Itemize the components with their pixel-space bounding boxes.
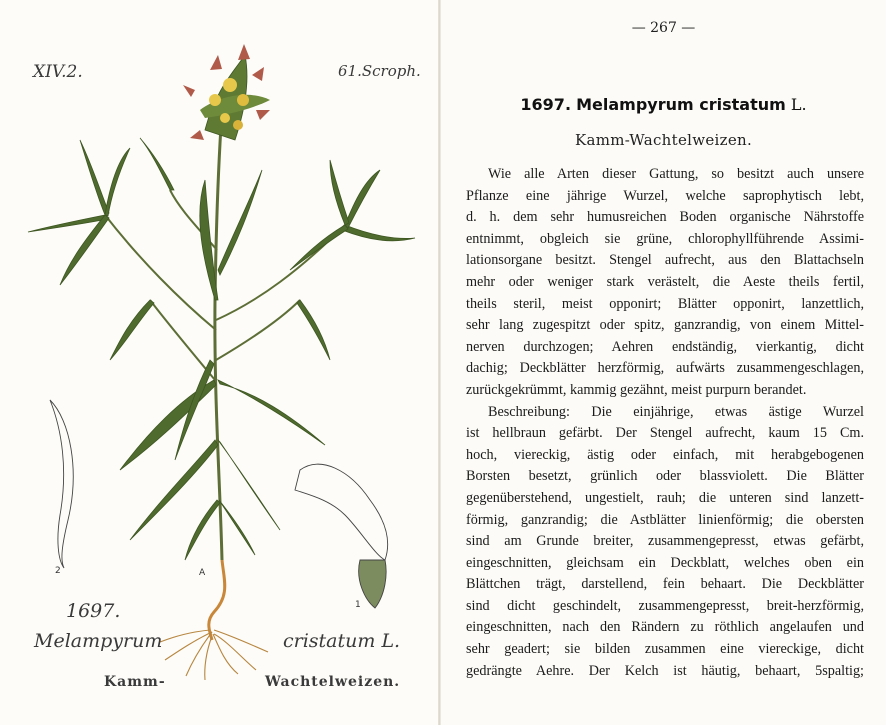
- figure-label-detail-flower: 1: [355, 600, 361, 610]
- text-line: gedrängte Aehre. Der Kelch ist häutig, behaart, 5spaltig;: [466, 662, 864, 679]
- text-line: zurückgekrümmt, kammig gezähnt, meist purpurn berandet.: [466, 381, 807, 398]
- text-line: eingeschnitten, nach den Rändern zu röthlich angelaufen und: [466, 619, 864, 636]
- plate-number: 1697.: [66, 600, 121, 622]
- text-line: sind am Grunde breiter, zusammengepresst, etwas gefärbt,: [466, 533, 864, 550]
- text-line: Wie alle Arten dieser Gattung, so besitzt auch unsere: [488, 166, 864, 182]
- text-line: lationsorgane besitzt. Stengel aufrecht, aus den Blattachseln: [466, 252, 864, 269]
- text-line: förmig, ganzrandig; die Astblätter linienförmig; die obersten: [466, 511, 864, 528]
- description-text: [466, 164, 864, 682]
- text-line: Beschreibung: Die einjährige, etwas ästige Wurzel: [488, 403, 864, 420]
- plate-common-name-right: Wachtelweizen.: [265, 674, 401, 690]
- text-line: sehr geadert; sie bilden zusammen eine viereckige, dicht: [466, 641, 864, 658]
- botanical-plate-page: [0, 0, 438, 725]
- text-line: mehr oder weniger stark verästelt, die Aeste theils fertil,: [466, 273, 864, 290]
- latin-name: Melampyrum cristatum: [576, 95, 786, 114]
- text-line: dachig; Deckblätter herzförmig, aufwärts zusammengeschlagen,: [466, 360, 864, 377]
- plate-species: cristatum L.: [283, 630, 401, 652]
- detail-fig-2: [50, 400, 73, 568]
- plate-genus: Melampyrum: [34, 630, 163, 652]
- plate-volume-mark: XIV.2.: [33, 62, 83, 82]
- common-name-heading: Kamm-Wachtelweizen.: [574, 131, 753, 149]
- page-number: — 267 —: [631, 20, 696, 36]
- text-line: entnimmt, obgleich sie grüne, chlorophyllführende Assimi-: [466, 230, 864, 247]
- figure-label-main: A: [199, 568, 206, 578]
- flower-spike: [183, 44, 270, 140]
- plate-common-name-left: Kamm-: [104, 674, 166, 690]
- text-line: theils steril, meist opponirt; Blätter opponirt, lanzettlich,: [466, 295, 864, 312]
- text-line: ist hellbraun gefärbt. Der Stengel aufrecht, kaum 15 Cm.: [466, 425, 864, 442]
- root-system: [160, 560, 268, 680]
- text-line: Borsten besetzt, grünlich oder blassviolett. Die Blätter: [466, 468, 864, 485]
- text-line: Blättchen trägt, darstellend, fein behaart. Die Deckblätter: [466, 576, 864, 593]
- text-line: hoch, viereckig, ästig oder einfach, mit herabgebogenen: [466, 446, 864, 463]
- main-stem: [215, 110, 222, 560]
- plate-class-mark: 61.Scroph.: [338, 62, 421, 80]
- author-abbrev: L.: [790, 95, 807, 114]
- text-line: Pflanze eine jährige Wurzel, welche saprophytisch lebt,: [466, 187, 864, 204]
- text-line: sind dicht geschindelt, zusammengepresst, breit-herzförmig,: [466, 597, 864, 614]
- text-line: gegenüberstehend, ungestielt, rauh; die unteren sind lanzett-: [466, 489, 864, 506]
- text-line: sehr lang zugespitzt oder spitz, ganzrandig, von einem Mittel-: [466, 317, 864, 334]
- text-line: eingeschnitten, gleichsam ein Deckblatt, welches oben ein: [466, 554, 864, 571]
- figure-label-detail-leaf: 2: [55, 566, 61, 576]
- entry-number: 1697.: [520, 95, 572, 114]
- detail-fig-1: [295, 464, 388, 608]
- page-title: [441, 95, 886, 114]
- text-page: [441, 0, 886, 725]
- text-line: nerven durchzogen; Aehren endständig, vierkantig, dicht: [466, 338, 864, 355]
- leaves: [28, 138, 415, 560]
- text-line: d. h. dem sehr humusreichen Boden organische Nährstoffe: [466, 209, 864, 226]
